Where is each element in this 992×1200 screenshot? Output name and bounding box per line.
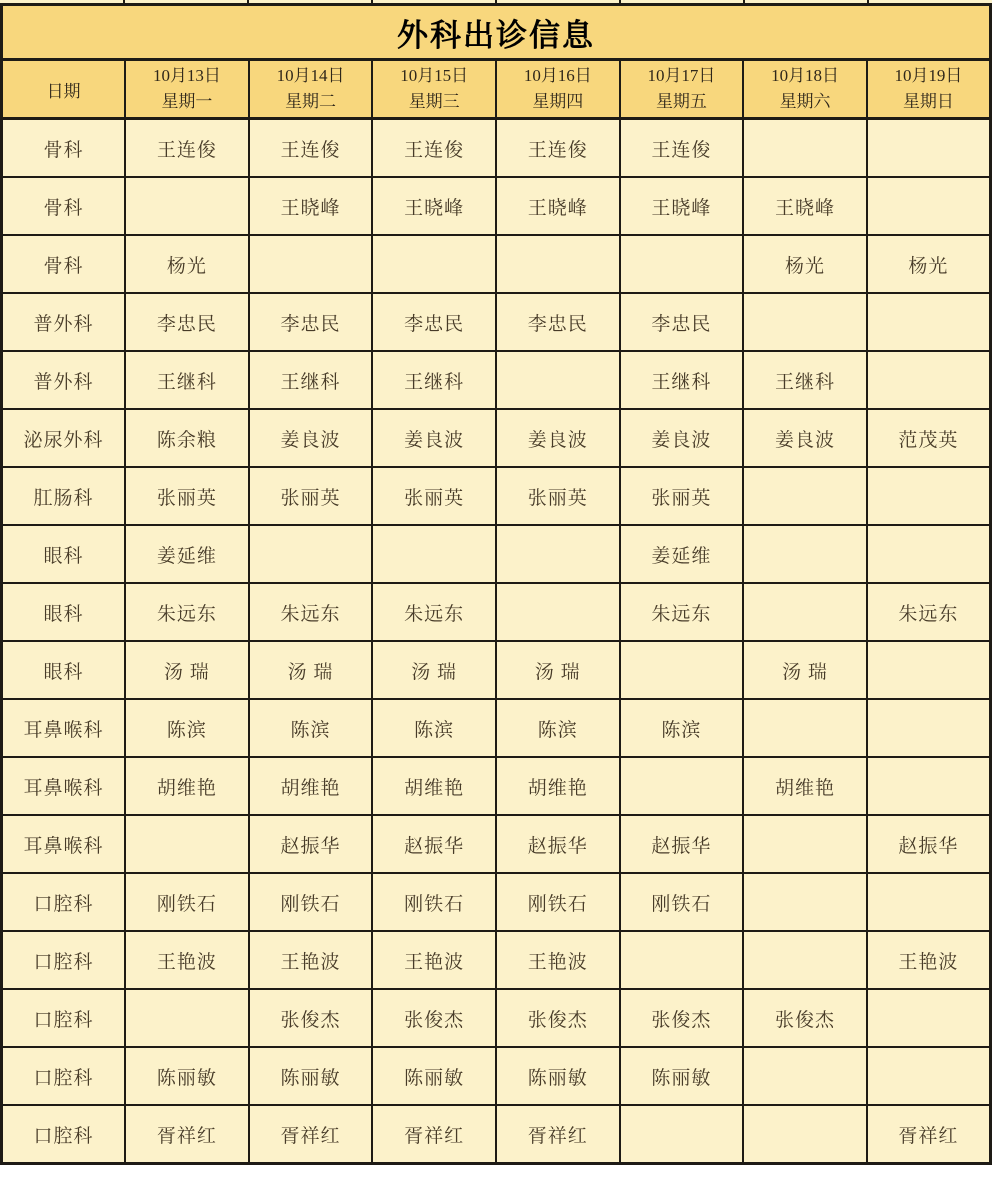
doctor-cell: 赵振华 [372,815,496,873]
doctor-cell [743,583,867,641]
doctor-cell [249,525,373,583]
doctor-cell [743,525,867,583]
doctor-cell: 王连俊 [496,119,620,178]
department-cell: 眼科 [2,641,126,699]
doctor-cell: 胥祥红 [496,1105,620,1164]
table-row [2,989,991,1047]
department-cell: 普外科 [2,351,126,409]
doctor-cell [125,177,249,235]
day-weekday: 星期一 [161,92,213,111]
doctor-cell: 汤 瑞 [125,641,249,699]
doctor-cell [620,235,744,293]
doctor-cell: 王艳波 [372,931,496,989]
doctor-cell: 王晓峰 [620,177,744,235]
doctor-cell: 陈滨 [372,699,496,757]
doctor-cell: 张俊杰 [249,989,373,1047]
department-cell: 肛肠科 [2,467,126,525]
doctor-cell: 陈丽敏 [372,1047,496,1105]
table-row [2,177,991,235]
doctor-cell: 胡维艳 [125,757,249,815]
table-row [2,641,991,699]
doctor-cell: 王继科 [743,351,867,409]
doctor-cell [743,699,867,757]
doctor-cell: 张丽英 [249,467,373,525]
doctor-cell [372,235,496,293]
title-row [2,5,991,60]
table-row [2,699,991,757]
table-row [2,409,991,467]
doctor-cell: 赵振华 [249,815,373,873]
doctor-cell [867,351,991,409]
doctor-cell: 王晓峰 [372,177,496,235]
doctor-cell: 陈丽敏 [249,1047,373,1105]
doctor-cell [249,235,373,293]
department-cell: 泌尿外科 [2,409,126,467]
doctor-cell: 赵振华 [620,815,744,873]
doctor-cell: 姜良波 [743,409,867,467]
doctor-cell: 张丽英 [620,467,744,525]
day-weekday: 星期五 [655,92,707,111]
day-date: 10月16日 [523,65,592,85]
department-cell: 耳鼻喉科 [2,757,126,815]
department-cell: 口腔科 [2,1047,126,1105]
table-row [2,815,991,873]
doctor-cell: 姜良波 [249,409,373,467]
doctor-cell [867,757,991,815]
doctor-cell: 刚铁石 [496,873,620,931]
table-row [2,467,991,525]
doctor-cell [743,119,867,178]
doctor-cell: 张俊杰 [743,989,867,1047]
doctor-cell [867,293,991,351]
doctor-cell: 姜良波 [496,409,620,467]
doctor-cell: 王继科 [249,351,373,409]
doctor-cell: 陈余粮 [125,409,249,467]
doctor-cell [867,699,991,757]
day-weekday: 星期三 [408,92,460,111]
department-cell: 普外科 [2,293,126,351]
department-cell: 口腔科 [2,873,126,931]
doctor-cell [372,525,496,583]
table-row [2,931,991,989]
department-cell: 口腔科 [2,1105,126,1164]
doctor-cell: 王艳波 [249,931,373,989]
doctor-cell: 王晓峰 [496,177,620,235]
doctor-cell: 范茂英 [867,409,991,467]
day-header-sat [743,60,867,119]
doctor-cell: 赵振华 [867,815,991,873]
doctor-cell: 李忠民 [125,293,249,351]
doctor-cell [867,467,991,525]
day-header-wed [372,60,496,119]
day-header-mon [125,60,249,119]
doctor-cell: 王连俊 [372,119,496,178]
department-cell: 耳鼻喉科 [2,699,126,757]
department-cell: 口腔科 [2,931,126,989]
day-date: 10月14日 [276,65,345,85]
doctor-cell: 王艳波 [867,931,991,989]
doctor-cell: 赵振华 [496,815,620,873]
doctor-cell: 李忠民 [249,293,373,351]
doctor-cell: 刚铁石 [620,873,744,931]
doctor-cell [743,931,867,989]
doctor-cell: 汤 瑞 [743,641,867,699]
doctor-cell [743,467,867,525]
doctor-cell: 张丽英 [125,467,249,525]
doctor-cell: 朱远东 [125,583,249,641]
department-cell: 骨科 [2,235,126,293]
doctor-cell: 王继科 [372,351,496,409]
doctor-cell [867,641,991,699]
doctor-cell: 李忠民 [620,293,744,351]
doctor-cell: 张丽英 [496,467,620,525]
day-weekday: 星期四 [532,92,584,111]
doctor-cell: 胡维艳 [372,757,496,815]
day-date: 10月13日 [152,65,221,85]
doctor-cell: 陈丽敏 [125,1047,249,1105]
doctor-cell [743,293,867,351]
doctor-cell: 王连俊 [620,119,744,178]
table-row [2,757,991,815]
department-cell: 眼科 [2,525,126,583]
table-row [2,1047,991,1105]
doctor-cell [867,873,991,931]
duty-schedule-table [0,3,992,1165]
doctor-cell: 陈丽敏 [496,1047,620,1105]
date-label-cell [2,60,126,119]
table-row [2,583,991,641]
doctor-cell [743,1105,867,1164]
doctor-cell: 朱远东 [867,583,991,641]
day-date: 10月15日 [400,65,469,85]
table-row [2,119,991,178]
doctor-cell: 王继科 [620,351,744,409]
page-title: 外科出诊信息 [2,5,991,60]
day-weekday: 星期二 [285,92,337,111]
doctor-cell [867,177,991,235]
table-row [2,235,991,293]
doctor-cell [743,1047,867,1105]
department-cell: 眼科 [2,583,126,641]
doctor-cell: 陈滨 [620,699,744,757]
doctor-cell: 张俊杰 [372,989,496,1047]
doctor-cell: 王连俊 [249,119,373,178]
doctor-cell [867,1047,991,1105]
doctor-cell: 陈滨 [249,699,373,757]
doctor-cell [867,989,991,1047]
doctor-cell [496,583,620,641]
doctor-cell: 朱远东 [620,583,744,641]
doctor-cell: 姜良波 [372,409,496,467]
doctor-cell [496,351,620,409]
doctor-cell: 杨光 [743,235,867,293]
previous-row-edge [0,0,992,3]
department-cell: 骨科 [2,177,126,235]
doctor-cell: 王继科 [125,351,249,409]
doctor-cell: 王艳波 [125,931,249,989]
schedule-body [2,119,991,1164]
department-cell: 口腔科 [2,989,126,1047]
doctor-cell: 刚铁石 [249,873,373,931]
table-row [2,1105,991,1164]
doctor-cell: 杨光 [867,235,991,293]
day-date: 10月19日 [894,65,963,85]
doctor-cell: 刚铁石 [125,873,249,931]
day-header-tue [249,60,373,119]
table-row [2,351,991,409]
table-row [2,293,991,351]
doctor-cell: 王晓峰 [249,177,373,235]
doctor-cell: 胡维艳 [496,757,620,815]
doctor-cell [743,815,867,873]
doctor-cell: 胥祥红 [249,1105,373,1164]
doctor-cell: 朱远东 [249,583,373,641]
doctor-cell [867,525,991,583]
doctor-cell: 张丽英 [372,467,496,525]
doctor-cell: 胡维艳 [743,757,867,815]
doctor-cell: 胥祥红 [372,1105,496,1164]
day-weekday: 星期六 [779,92,831,111]
header-row [2,60,991,119]
doctor-cell [743,873,867,931]
doctor-cell: 姜良波 [620,409,744,467]
doctor-cell [620,641,744,699]
doctor-cell [867,119,991,178]
doctor-cell: 李忠民 [496,293,620,351]
doctor-cell: 李忠民 [372,293,496,351]
doctor-cell: 陈滨 [496,699,620,757]
doctor-cell [125,815,249,873]
doctor-cell: 汤 瑞 [249,641,373,699]
doctor-cell: 朱远东 [372,583,496,641]
table-row [2,873,991,931]
doctor-cell: 汤 瑞 [372,641,496,699]
doctor-cell: 刚铁石 [372,873,496,931]
day-header-sun [867,60,991,119]
day-date: 10月17日 [647,65,716,85]
doctor-cell [620,931,744,989]
doctor-cell [125,989,249,1047]
doctor-cell: 胥祥红 [867,1105,991,1164]
doctor-cell: 王晓峰 [743,177,867,235]
department-cell: 耳鼻喉科 [2,815,126,873]
day-date: 10月18日 [771,65,840,85]
table-row [2,525,991,583]
doctor-cell [496,525,620,583]
doctor-cell [620,757,744,815]
doctor-cell: 姜延维 [620,525,744,583]
doctor-cell: 胥祥红 [125,1105,249,1164]
doctor-cell: 胡维艳 [249,757,373,815]
doctor-cell: 汤 瑞 [496,641,620,699]
doctor-cell: 陈丽敏 [620,1047,744,1105]
doctor-cell: 王连俊 [125,119,249,178]
doctor-cell: 张俊杰 [496,989,620,1047]
date-label: 日期 [46,81,81,101]
doctor-cell: 王艳波 [496,931,620,989]
doctor-cell [620,1105,744,1164]
doctor-cell: 陈滨 [125,699,249,757]
doctor-cell: 姜延维 [125,525,249,583]
day-weekday: 星期日 [902,92,954,111]
department-cell: 骨科 [2,119,126,178]
day-header-thu [496,60,620,119]
doctor-cell: 杨光 [125,235,249,293]
doctor-cell [496,235,620,293]
day-header-fri [620,60,744,119]
doctor-cell: 张俊杰 [620,989,744,1047]
